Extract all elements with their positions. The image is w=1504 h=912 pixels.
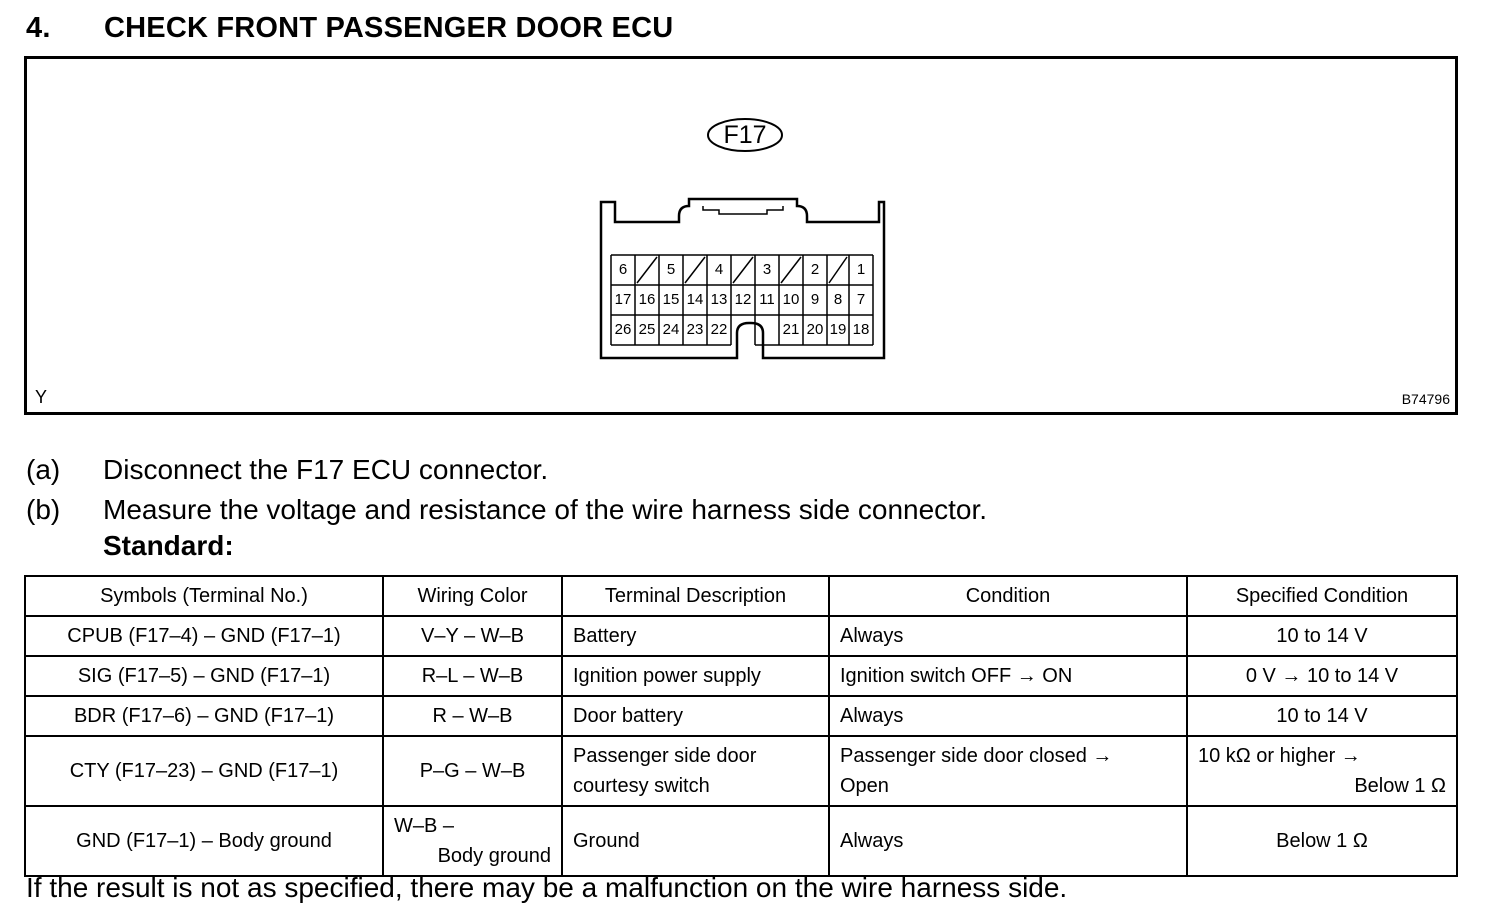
connector-pin: 15 bbox=[662, 291, 680, 308]
cell-description-line: Passenger side door bbox=[573, 745, 757, 767]
cell-wiring bbox=[383, 806, 562, 876]
connector-pin: 26 bbox=[614, 321, 632, 338]
cell-wiring-line: W–B – bbox=[394, 815, 455, 837]
cell-description: Door battery bbox=[562, 696, 829, 736]
procedure-steps bbox=[26, 450, 987, 530]
connector-pin: 14 bbox=[686, 291, 704, 308]
step-a bbox=[26, 450, 987, 490]
figure-code: B74796 bbox=[1401, 391, 1450, 407]
connector-pin: 19 bbox=[829, 321, 847, 338]
connector-pin: 5 bbox=[666, 261, 676, 278]
step-b bbox=[26, 490, 987, 530]
section-number: 4. bbox=[26, 12, 51, 44]
step-label: (b) bbox=[26, 494, 61, 525]
cell-condition: Ignition switch OFF → ON bbox=[829, 656, 1187, 696]
figure-corner-letter: Y bbox=[35, 387, 48, 407]
connector-pin: 25 bbox=[638, 321, 656, 338]
cell-wiring: R – W–B bbox=[383, 696, 562, 736]
cell-condition-line: Open bbox=[840, 775, 889, 797]
connector-pin: 9 bbox=[810, 291, 820, 308]
table-row bbox=[25, 696, 1457, 736]
cell-specified-line: Below 1 Ω bbox=[1354, 775, 1446, 797]
connector-pin: 13 bbox=[710, 291, 728, 308]
standard-label: Standard: bbox=[103, 530, 234, 561]
cell-condition: Always bbox=[829, 696, 1187, 736]
cell-specified bbox=[1187, 736, 1457, 806]
connector-pin: 6 bbox=[618, 261, 628, 278]
cell-specified: 10 to 14 V bbox=[1187, 616, 1457, 656]
section-heading bbox=[26, 12, 673, 45]
connector-pin: 20 bbox=[806, 321, 824, 338]
table-header-row bbox=[25, 576, 1457, 616]
cell-specified: Below 1 Ω bbox=[1187, 806, 1457, 876]
header-condition: Condition bbox=[829, 576, 1187, 616]
cell-wiring: V–Y – W–B bbox=[383, 616, 562, 656]
cell-condition-line: Passenger side door closed → bbox=[840, 745, 1113, 767]
step-label: (a) bbox=[26, 454, 61, 485]
cell-symbols: GND (F17–1) – Body ground bbox=[25, 806, 383, 876]
cell-specified: 10 to 14 V bbox=[1187, 696, 1457, 736]
cell-specified-line: 10 kΩ or higher → bbox=[1198, 745, 1361, 767]
table-row bbox=[25, 616, 1457, 656]
connector-pin: 12 bbox=[734, 291, 752, 308]
connector-pin: 21 bbox=[782, 321, 800, 338]
footer-note: If the result is not as specified, there may be a malfunction on the wire harness side. bbox=[26, 872, 1068, 903]
cell-description: Battery bbox=[562, 616, 829, 656]
step-text: Measure the voltage and resistance of the wire harness side connector. bbox=[103, 494, 988, 525]
cell-condition: Always bbox=[829, 806, 1187, 876]
connector-pin: 3 bbox=[762, 261, 772, 278]
cell-condition bbox=[829, 736, 1187, 806]
connector-label: F17 bbox=[723, 121, 767, 149]
connector-pin: 2 bbox=[810, 261, 820, 278]
connector-pin: 17 bbox=[614, 291, 632, 308]
header-symbols: Symbols (Terminal No.) bbox=[25, 576, 383, 616]
cell-description-line: courtesy switch bbox=[573, 775, 710, 797]
connector-pin: 8 bbox=[833, 291, 843, 308]
cell-description: Ignition power supply bbox=[562, 656, 829, 696]
header-terminal-description: Terminal Description bbox=[562, 576, 829, 616]
cell-description bbox=[562, 736, 829, 806]
step-text: Disconnect the F17 ECU connector. bbox=[103, 454, 549, 485]
cell-wiring-line: Body ground bbox=[437, 845, 551, 867]
connector-pin: 4 bbox=[714, 261, 724, 278]
cell-wiring: P–G – W–B bbox=[383, 736, 562, 806]
cell-condition: Always bbox=[829, 616, 1187, 656]
connector-pin: 23 bbox=[686, 321, 704, 338]
connector-pin: 16 bbox=[638, 291, 656, 308]
cell-specified: 0 V → 10 to 14 V bbox=[1187, 656, 1457, 696]
connector-pin: 7 bbox=[856, 291, 866, 308]
header-wiring-color: Wiring Color bbox=[383, 576, 562, 616]
table-row bbox=[25, 736, 1457, 806]
connector-pin: 10 bbox=[782, 291, 800, 308]
connector-pin: 22 bbox=[710, 321, 728, 338]
cell-symbols: SIG (F17–5) – GND (F17–1) bbox=[25, 656, 383, 696]
spec-table bbox=[24, 575, 1458, 877]
cell-symbols: CPUB (F17–4) – GND (F17–1) bbox=[25, 616, 383, 656]
table-row bbox=[25, 806, 1457, 876]
connector-pin: 1 bbox=[856, 261, 866, 278]
cell-wiring: R–L – W–B bbox=[383, 656, 562, 696]
connector-pin: 18 bbox=[852, 321, 870, 338]
cell-description: Ground bbox=[562, 806, 829, 876]
connector-pin: 24 bbox=[662, 321, 680, 338]
table-row bbox=[25, 656, 1457, 696]
connector-key bbox=[703, 206, 783, 214]
header-specified-condition: Specified Condition bbox=[1187, 576, 1457, 616]
cell-symbols: BDR (F17–6) – GND (F17–1) bbox=[25, 696, 383, 736]
connector-figure bbox=[24, 56, 1458, 415]
connector-pin: 11 bbox=[759, 291, 775, 308]
section-title: CHECK FRONT PASSENGER DOOR ECU bbox=[104, 12, 674, 44]
cell-symbols: CTY (F17–23) – GND (F17–1) bbox=[25, 736, 383, 806]
connector-drawing bbox=[27, 59, 1455, 412]
